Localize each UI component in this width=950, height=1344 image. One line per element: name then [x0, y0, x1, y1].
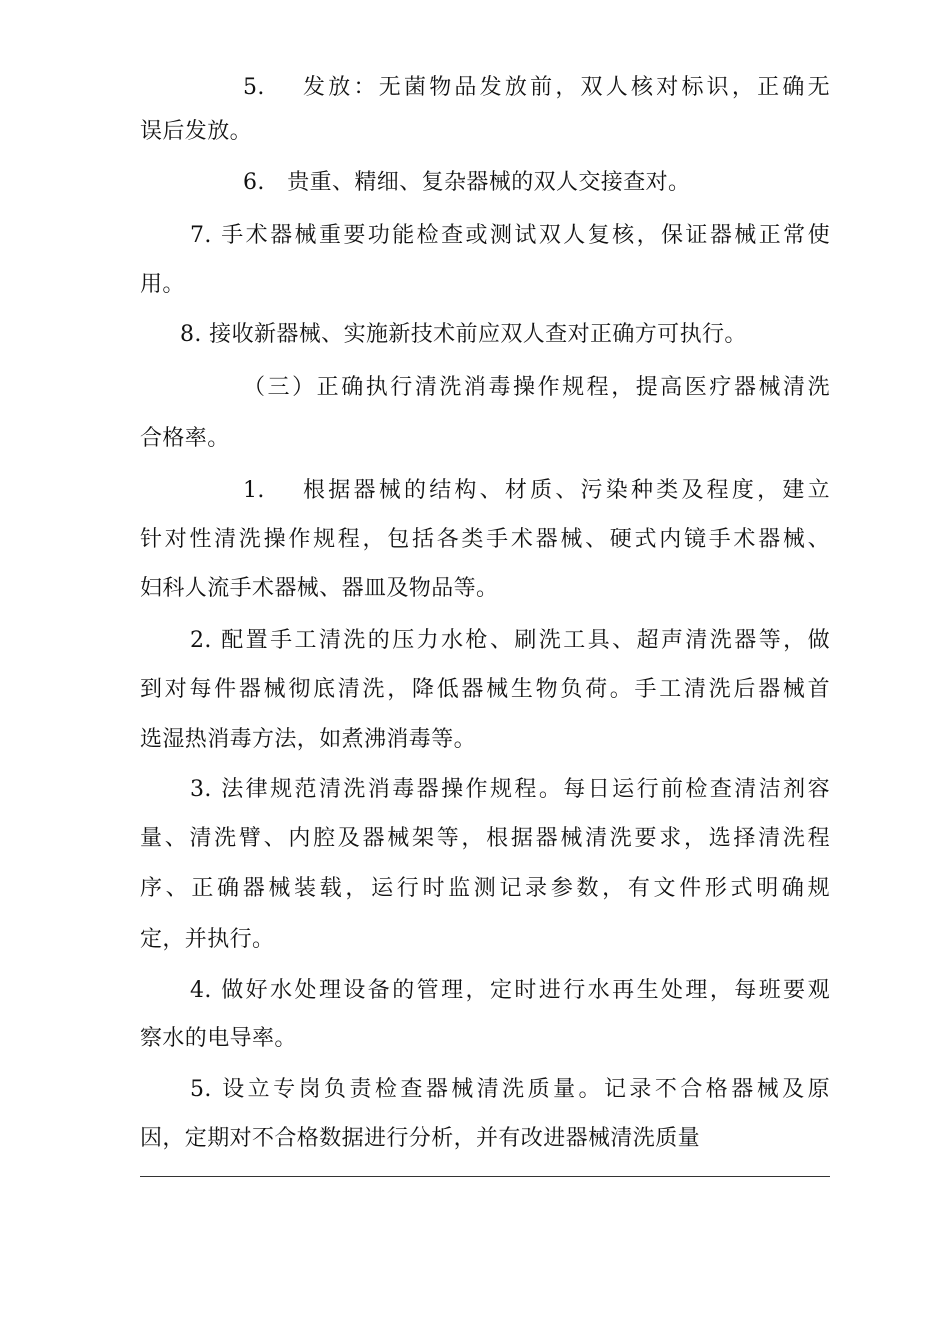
paragraph-line: 5. 设立专岗负责检查器械清洗质量。记录不合格器械及原	[190, 1077, 830, 1102]
paragraph-line: 误后发放。	[140, 119, 253, 144]
paragraph-line: 定，并执行。	[140, 927, 275, 952]
section-heading-line: （三）正确执行清洗消毒操作规程，提高医疗器械清洗	[243, 375, 830, 400]
paragraph-line: 7. 手术器械重要功能检查或测试双人复核，保证器械正常使	[190, 223, 830, 248]
paragraph-line: 4. 做好水处理设备的管理，定时进行水再生处理，每班要观	[190, 978, 830, 1003]
paragraph-line: 序、正确器械装载，运行时监测记录参数，有文件形式明确规	[140, 876, 830, 901]
paragraph-line: 1. 根据器械的结构、材质、污染种类及程度，建立	[243, 478, 830, 503]
paragraph-line: 8. 接收新器械、实施新技术前应双人查对正确方可执行。	[180, 322, 747, 347]
paragraph-line: 选湿热消毒方法，如煮沸消毒等。	[140, 727, 477, 752]
paragraph-line: 到对每件器械彻底清洗，降低器械生物负荷。手工清洗后器械首	[140, 677, 830, 702]
section-heading-line: 合格率。	[140, 426, 230, 451]
paragraph-line: 量、清洗臂、内腔及器械架等，根据器械清洗要求，选择清洗程	[140, 826, 830, 851]
paragraph-line: 妇科人流手术器械、器皿及物品等。	[140, 576, 499, 601]
paragraph-line: 察水的电导率。	[140, 1026, 297, 1051]
paragraph-line: 针对性清洗操作规程，包括各类手术器械、硬式内镜手术器械、	[140, 527, 830, 552]
paragraph-line: 因，定期对不合格数据进行分析，并有改进器械清洗质量	[140, 1126, 701, 1151]
paragraph-line: 5. 发放：无菌物品发放前，双人核对标识，正确无	[243, 75, 830, 100]
paragraph-line: 用。	[140, 272, 185, 297]
footer-divider	[140, 1176, 830, 1177]
paragraph-line: 2. 配置手工清洗的压力水枪、刷洗工具、超声清洗器等，做	[190, 628, 830, 653]
paragraph-line: 6. 贵重、精细、复杂器械的双人交接查对。	[243, 170, 691, 195]
paragraph-line: 3. 法律规范清洗消毒器操作规程。每日运行前检查清洁剂容	[190, 777, 830, 802]
